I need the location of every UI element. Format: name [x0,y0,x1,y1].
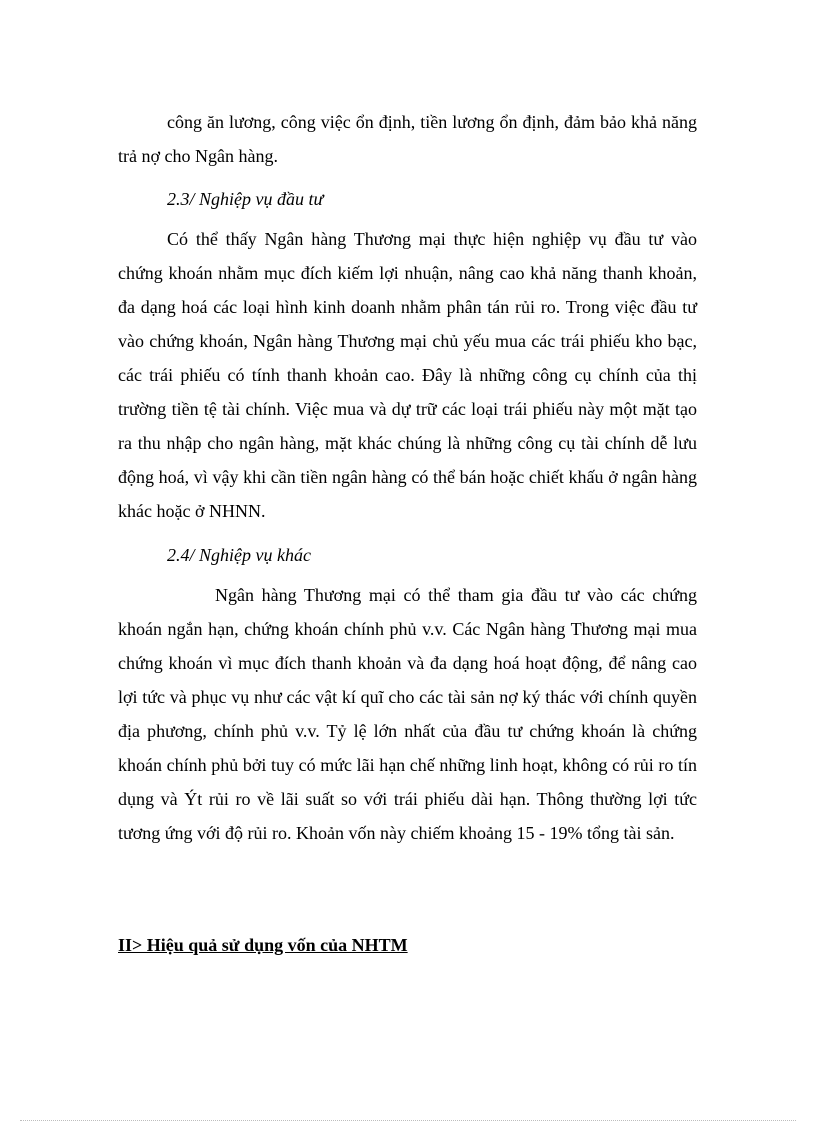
section-title: II> Hiệu quả sử dụng vốn của NHTM [118,935,408,955]
paragraph-other-operations: Ngân hàng Thương mại có thể tham gia đầu tư vào các chứng khoán ngắn hạn, chứng khoán chính phủ v.v. Các Ngân hàng Thương mại mua chứng khoán vì mục đích thanh khoản và đa dạng hoá hoạt động, để nâng cao lợi tức và phục vụ như các vật kí quĩ cho các tài sản nợ ký thác với chính quyền địa phương, chính phủ v.v. Tỷ lệ lớn nhất của đầu tư chứng khoán là chứng khoán chính phủ bởi tuy có mức lãi hạn chế những linh hoạt, không có rủi ro tín dụng và Ýt rủi ro về lãi suất so với trái phiếu dài hạn. Thông thường lợi tức tương ứng với độ rủi ro. Khoản vốn này chiếm khoảng 15 - 19% tổng tài sản. [118,585,697,843]
paragraph-loan-repayment: công ăn lương, công việc ổn định, tiền lương ổn định, đảm bảo khả năng trả nợ cho Ngân hàng. [118,112,697,166]
subheading-investment: 2.3/ Nghiệp vụ đầu tư [167,189,324,209]
paragraph-investment: Có thể thấy Ngân hàng Thương mại thực hiện nghiệp vụ đầu tư vào chứng khoán nhằm mục đích kiếm lợi nhuận, nâng cao khả năng thanh khoản, đa dạng hoá các loại hình kinh doanh nhằm phân tán rủi ro. Trong việc đầu tư vào chứng khoán, Ngân hàng Thương mại chủ yếu mua các trái phiếu kho bạc, các trái phiếu có tính thanh khoản cao. Đây là những công cụ chính của thị trường tiền tệ tài chính. Việc mua và dự trữ các loại trái phiếu này một mặt tạo ra thu nhập cho ngân hàng, mặt khác chúng là những công cụ tài chính dễ lưu động hoá, vì vậy khi cần tiền ngân hàng có thể bán hoặc chiết khấu ở ngân hàng khác hoặc ở NHNN. [118,229,697,521]
page-bottom-rule [20,1120,796,1121]
subheading-other-operations: 2.4/ Nghiệp vụ khác [167,545,311,565]
